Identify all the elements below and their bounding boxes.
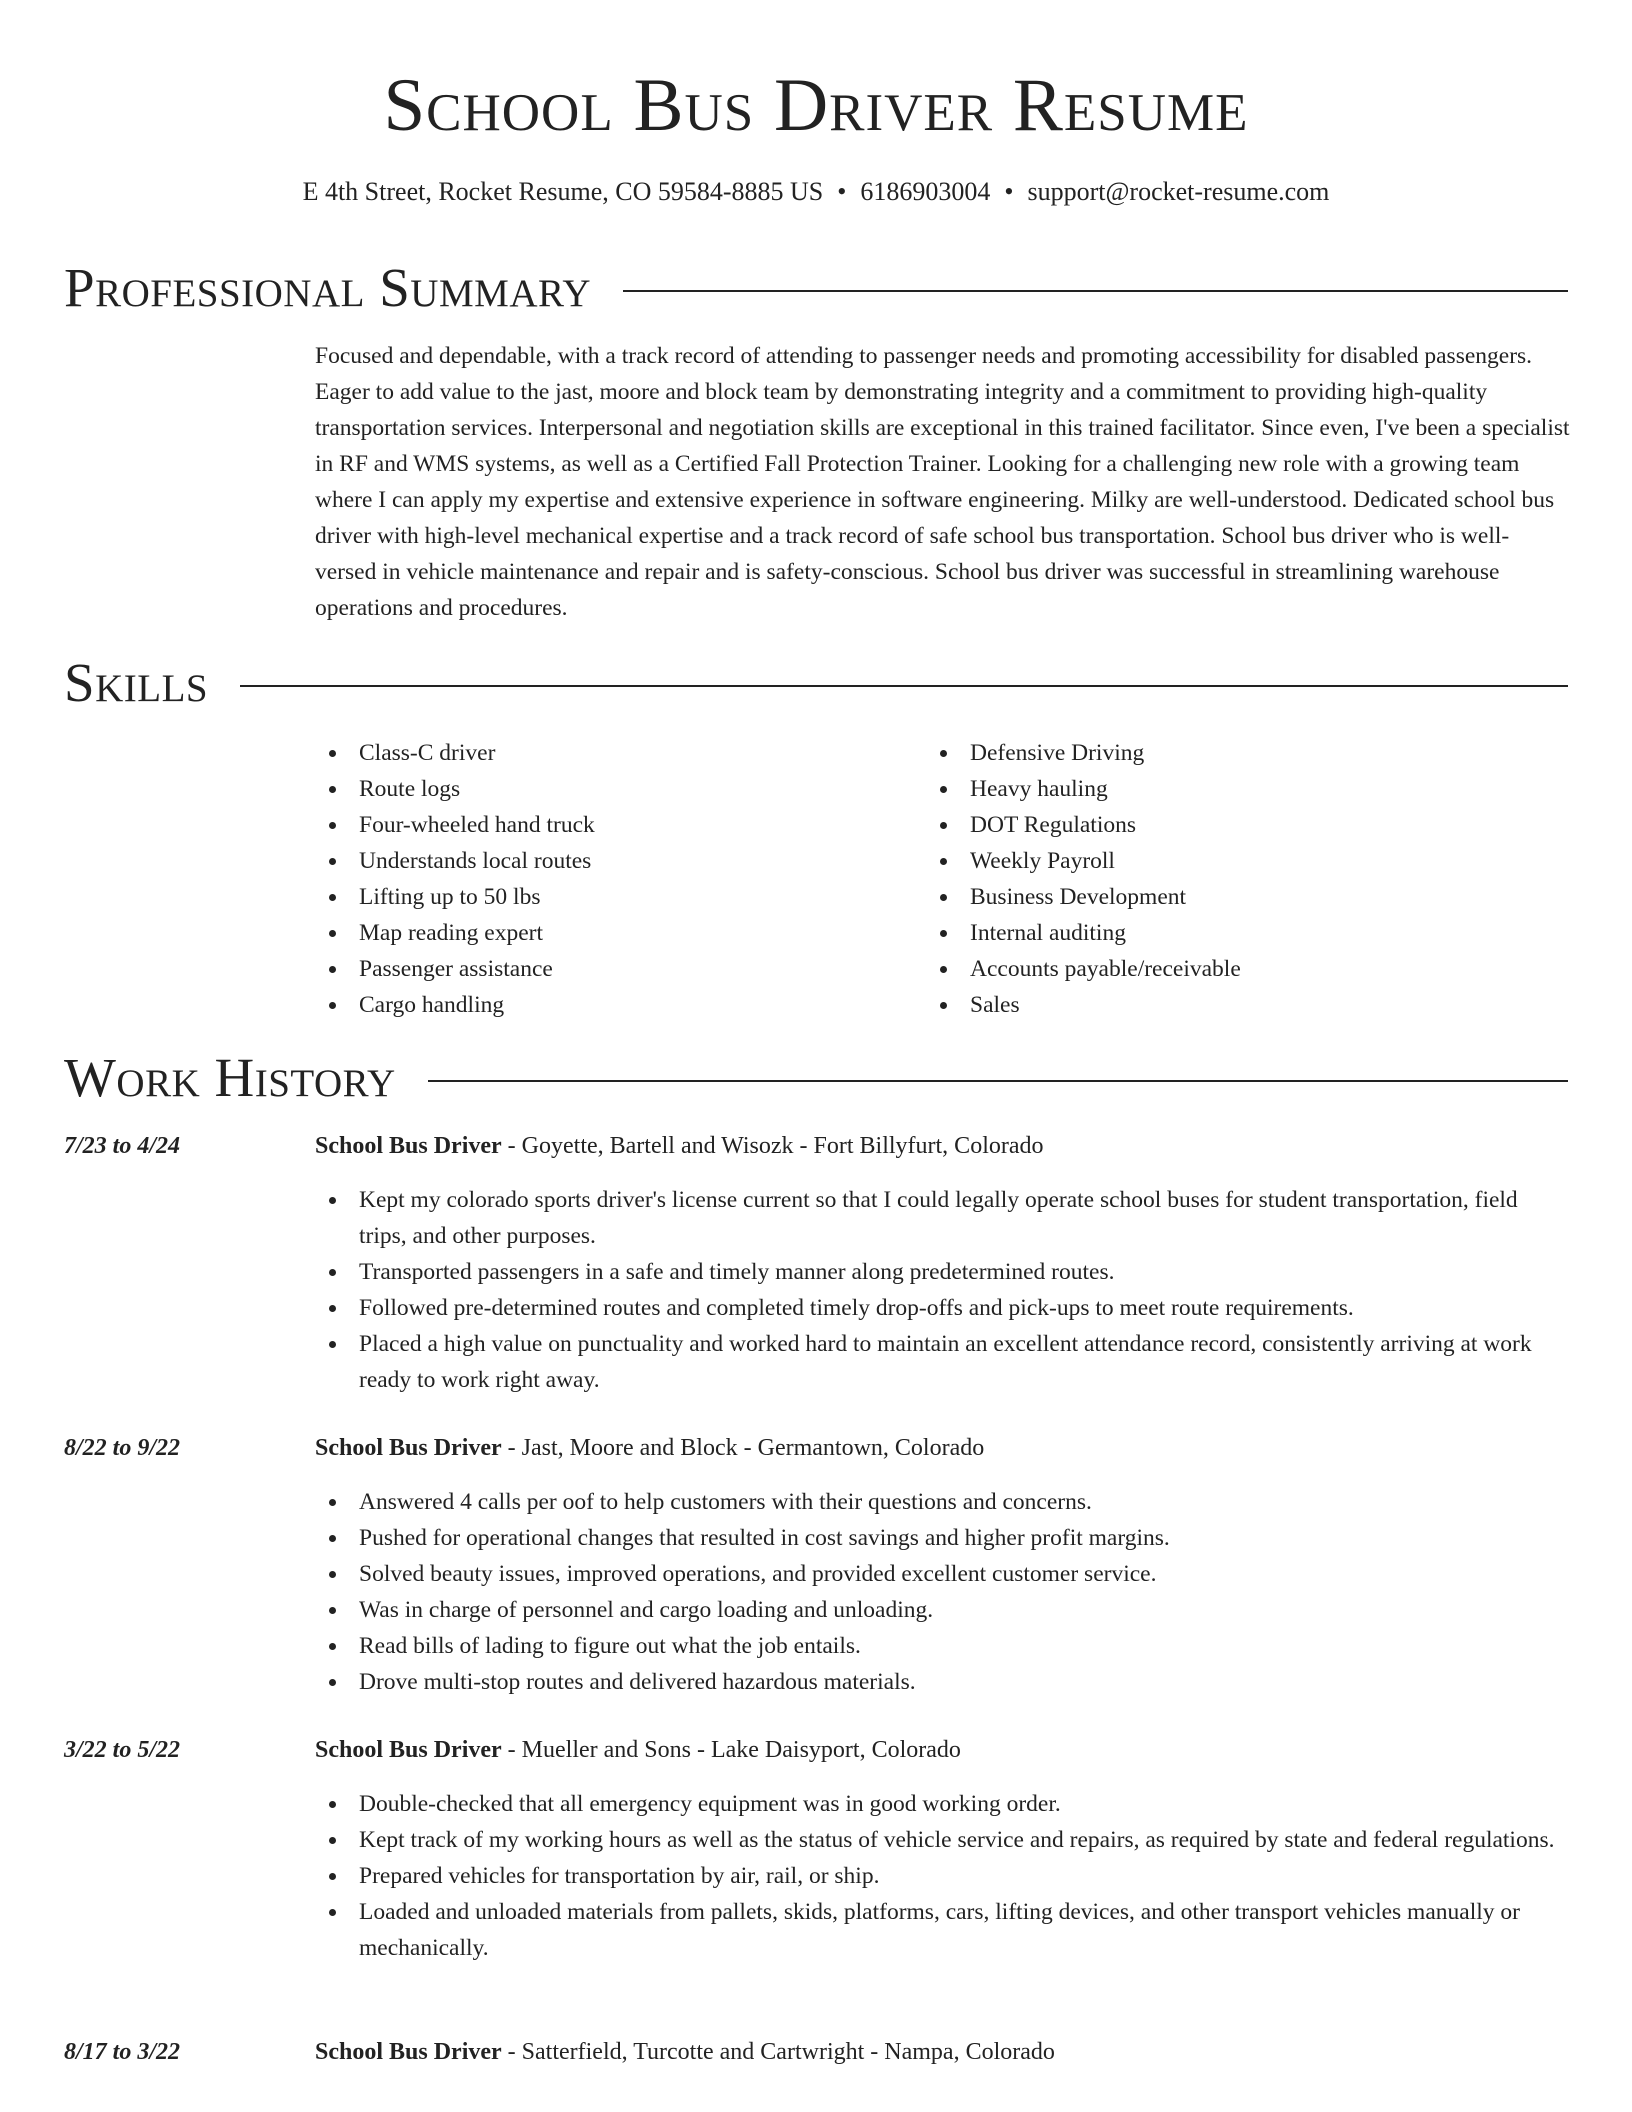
duty-item: Loaded and unloaded materials from pallets, skids, platforms, cars, lifting devices, and other transport vehicles manually or mechanically.: [315, 1894, 1568, 1966]
contact-phone: 6186903004: [860, 177, 991, 206]
job-employer: - Mueller and Sons - Lake Daisyport, Colorado: [501, 1737, 961, 1763]
section-title-work-history: Work History: [64, 1047, 396, 1108]
section-title-summary: Professional Summary: [64, 257, 592, 318]
skill-item: DOT Regulations: [926, 807, 1241, 843]
skill-item: Internal auditing: [926, 915, 1241, 951]
contact-address: E 4th Street, Rocket Resume, CO 59584-8885 US: [302, 177, 824, 206]
skill-item: Accounts payable/receivable: [926, 951, 1241, 987]
contact-line: [0, 172, 1632, 212]
contact-email: support@rocket-resume.com: [1027, 177, 1330, 206]
skill-item: Lifting up to 50 lbs: [315, 879, 595, 915]
duty-item: Kept my colorado sports driver's license current so that I could legally operate school buses for student transportation, field trips, and other purposes.: [315, 1182, 1568, 1254]
section-rule: [623, 290, 1568, 292]
skill-item: Business Development: [926, 879, 1241, 915]
duty-item: Pushed for operational changes that resulted in cost savings and higher profit margins.: [315, 1520, 1568, 1556]
duty-item: Prepared vehicles for transportation by air, rail, or ship.: [315, 1858, 1568, 1894]
skill-item: Weekly Payroll: [926, 843, 1241, 879]
section-title-skills: Skills: [64, 652, 209, 713]
skill-item: Sales: [926, 987, 1241, 1023]
skill-item: Defensive Driving: [926, 735, 1241, 771]
job-heading: [315, 1430, 984, 1466]
skill-item: Class-C driver: [315, 735, 595, 771]
skills-list-right: [926, 735, 1241, 1023]
separator-bullet: •: [1004, 177, 1014, 206]
job-heading: [315, 2034, 1055, 2070]
job-role: School Bus Driver: [315, 1133, 502, 1159]
duty-item: Transported passengers in a safe and timely manner along predetermined routes.: [315, 1254, 1568, 1290]
section-heading-work-history: [64, 1046, 1568, 1110]
section-rule: [240, 685, 1568, 687]
resume-title: School Bus Driver Resume: [383, 64, 1249, 147]
skill-item: Understands local routes: [315, 843, 595, 879]
job-dates: 8/22 to 9/22: [64, 1435, 181, 1461]
job-heading: [315, 1128, 1044, 1164]
job-dates: 3/22 to 5/22: [64, 1737, 181, 1763]
job-role: School Bus Driver: [315, 1737, 502, 1763]
skill-item: Map reading expert: [315, 915, 595, 951]
duty-item: Read bills of lading to figure out what the job entails.: [315, 1628, 1568, 1664]
skill-item: Passenger assistance: [315, 951, 595, 987]
job-role: School Bus Driver: [315, 2039, 502, 2065]
skill-item: Four-wheeled hand truck: [315, 807, 595, 843]
job-employer: - Jast, Moore and Block - Germantown, Colorado: [501, 1435, 985, 1461]
job-dates: 8/17 to 3/22: [64, 2039, 181, 2065]
job-dates: 7/23 to 4/24: [64, 1133, 181, 1159]
duty-item: Placed a high value on punctuality and worked hard to maintain an excellent attendance record, consistently arriving at work ready to work right away.: [315, 1326, 1568, 1398]
duty-item: Was in charge of personnel and cargo loading and unloading.: [315, 1592, 1568, 1628]
duty-item: Double-checked that all emergency equipment was in good working order.: [315, 1786, 1568, 1822]
section-heading-summary: [64, 256, 1568, 320]
job-employer: - Satterfield, Turcotte and Cartwright - Nampa, Colorado: [501, 2039, 1055, 2065]
summary-text: Focused and dependable, with a track record of attending to passenger needs and promoting accessibility for disabled passengers. Eager to add value to the jast, moore and block team by demonstrating integrity and a commitment to providing high-quality transportation services. Interpersonal and negotiation skills are exceptional in this trained facilitator. Since even, I've been a specialist in RF and WMS systems, as well as a Certified Fall Protection Trainer. Looking for a challenging new role with a growing team where I can apply my expertise and extensive experience in software engineering. Milky are well-understood. Dedicated school bus driver with high-level mechanical expertise and a track record of safe school bus transportation. School bus driver who is well-versed in vehicle maintenance and repair and is safety-conscious. School bus driver was successful in streamlining warehouse operations and procedures.: [315, 343, 1570, 621]
duty-item: Followed pre-determined routes and completed timely drop-offs and pick-ups to meet route requirements.: [315, 1290, 1568, 1326]
job-role: School Bus Driver: [315, 1435, 502, 1461]
job-duties: [315, 1484, 1568, 1700]
skills-list-left: [315, 735, 595, 1023]
job-duties: [315, 1182, 1568, 1398]
duty-item: Kept track of my working hours as well as the status of vehicle service and repairs, as required by state and federal regulations.: [315, 1822, 1568, 1858]
job-duties: [315, 1786, 1568, 1966]
skill-item: Cargo handling: [315, 987, 595, 1023]
separator-bullet: •: [837, 177, 847, 206]
section-heading-skills: [64, 651, 1568, 715]
skill-item: Route logs: [315, 771, 595, 807]
skill-item: Heavy hauling: [926, 771, 1241, 807]
duty-item: Drove multi-stop routes and delivered hazardous materials.: [315, 1664, 1568, 1700]
job-heading: [315, 1732, 961, 1768]
section-rule: [428, 1080, 1568, 1082]
job-employer: - Goyette, Bartell and Wisozk - Fort Billyfurt, Colorado: [501, 1133, 1044, 1159]
duty-item: Answered 4 calls per oof to help customers with their questions and concerns.: [315, 1484, 1568, 1520]
duty-item: Solved beauty issues, improved operations, and provided excellent customer service.: [315, 1556, 1568, 1592]
